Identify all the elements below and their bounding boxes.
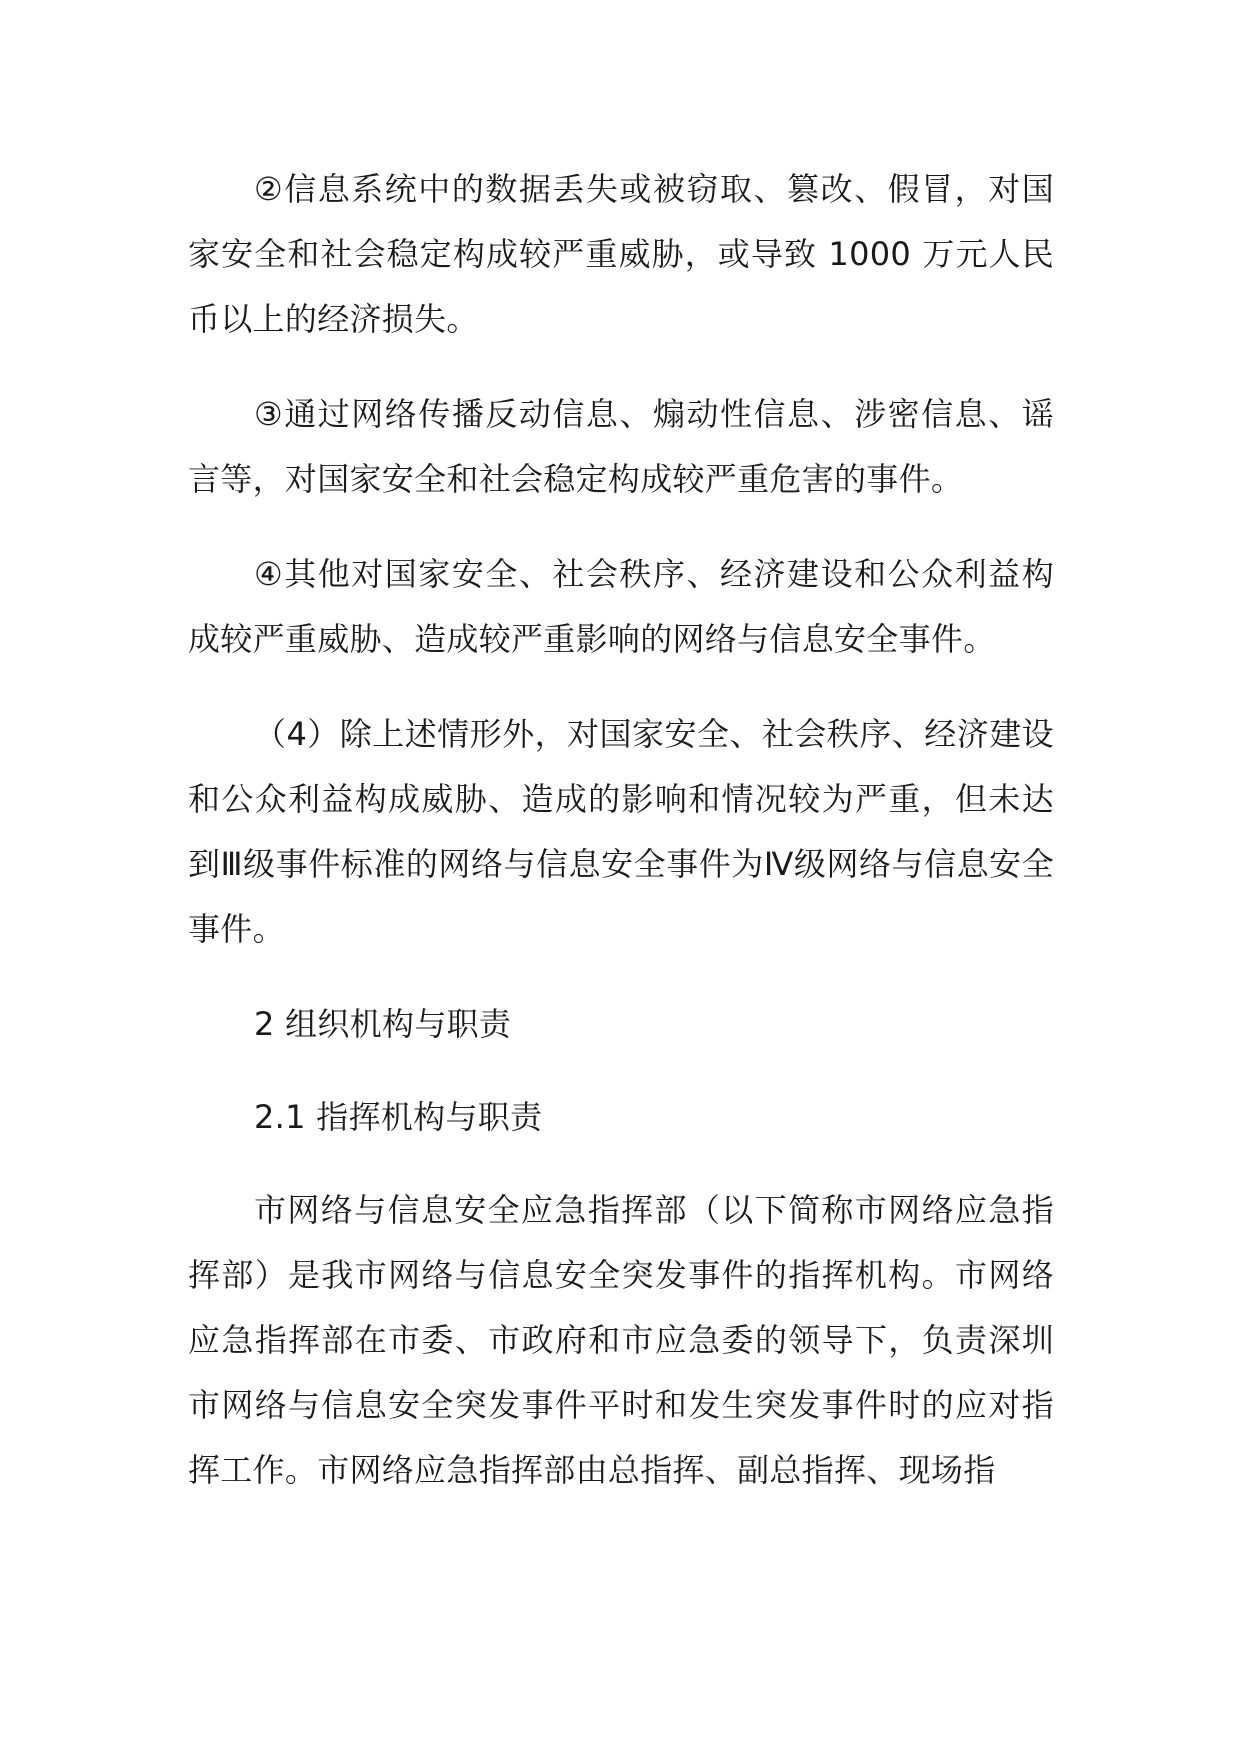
paragraph-command-headquarters: 市网络与信息安全应急指挥部（以下简称市网络应急指挥部）是我市网络与信息安全突发事件的指挥机构。市网络应急指挥部在市委、市政府和市应急委的领导下，负责深圳市网络与信息安全突发事件平时和发生突发事件时的应对指挥工作。市网络应急指挥部由总指挥、副总指挥、现场指 [188,1191,1054,1489]
paragraph-level-iv-definition: （4）除上述情形外，对国家安全、社会秩序、经济建设和公众利益构成威胁、造成的影响和情况较为严重，但未达到Ⅲ级事件标准的网络与信息安全事件为Ⅳ级网络与信息安全事件。 [188,715,1054,948]
paragraph-harmful-info: ③通过网络传播反动信息、煽动性信息、涉密信息、谣言等，对国家安全和社会稳定构成较严重危害的事件。 [188,395,1054,498]
section-heading-organization: 2 组织机构与职责 [254,1005,512,1043]
paragraph-data-loss: ②信息系统中的数据丢失或被窃取、篡改、假冒，对国家安全和社会稳定构成较严重威胁，或导致 1000 万元人民币以上的经济损失。 [188,170,1054,338]
paragraph-other-threats: ④其他对国家安全、社会秩序、经济建设和公众利益构成较严重威胁、造成较严重影响的网络与信息安全事件。 [188,555,1054,658]
subsection-heading-command: 2.1 指挥机构与职责 [254,1098,543,1136]
document-body [188,157,1054,1533]
